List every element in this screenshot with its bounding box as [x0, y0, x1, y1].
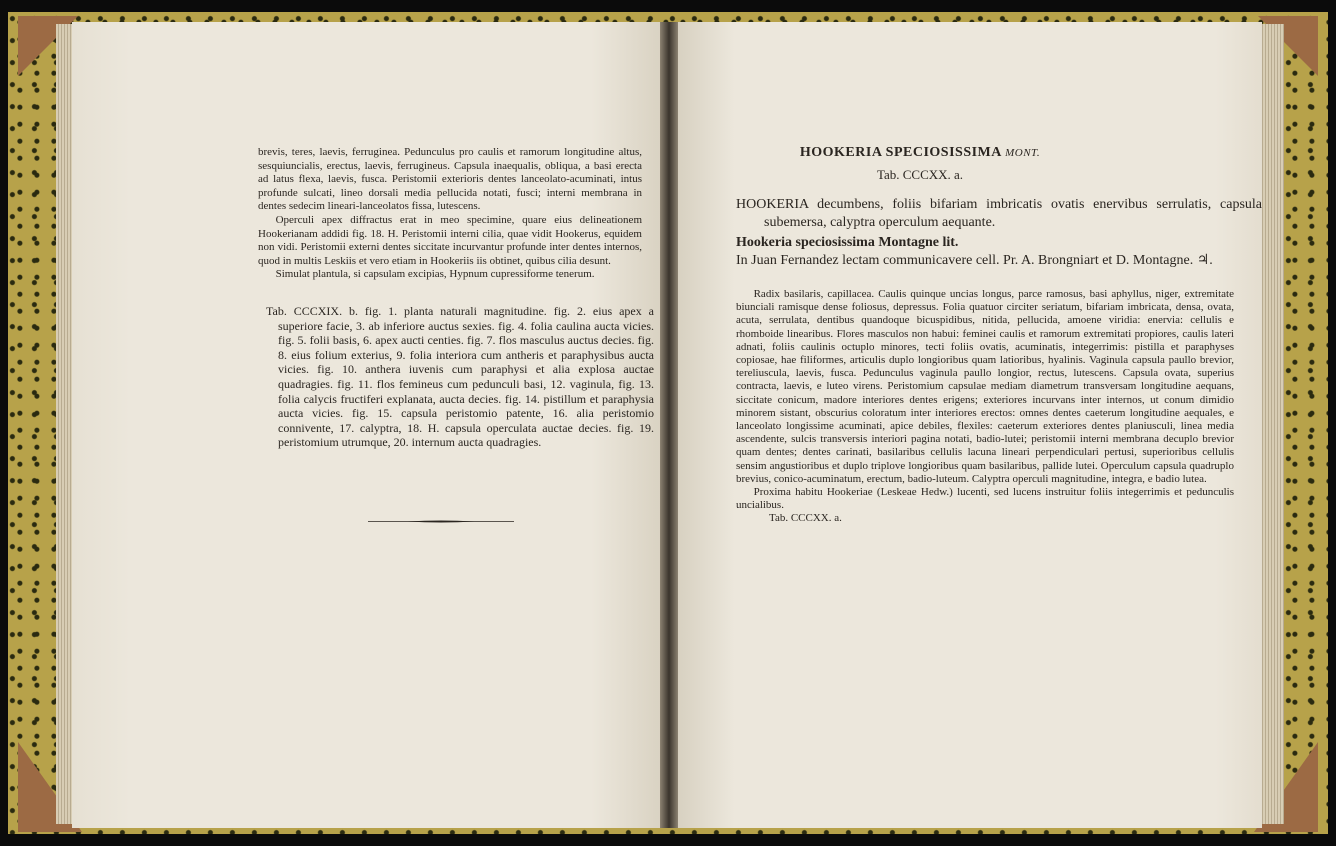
book-gutter: [660, 22, 678, 828]
left-paragraph-1: brevis, teres, laevis, ferruginea. Pedunculus pro caulis et ramorum longitudine altus, sesquiuncialis, erectus, laevis, ferrugineus. Capsula inaequalis, obliqua, a basi erecta ad latus flexa, laevis, fusca. Peristomii exterioris dentes lanceolato-acuminati, intus profunde sulcati, lineo dorsali media pellucida notati, fusci; interni membrana in dentes sedecim lineari-lanceolatos fissa, lutescens.: [258, 146, 642, 213]
page-edges-right: [1260, 24, 1284, 824]
left-plate-caption: Tab. CCCXIX. b. fig. 1. planta naturali magnitudine. fig. 2. eius apex a superiore facie, 3. ab inferiore auctus sexies. fig. 4. folia caulina aucta vicies. fig. 5. folii basis, 6. apex aucti centies. fig. 7. flos masculus auctus decies. fig. 8. eius folium exterius, 9. folia interiora cum antheris et paraphysibus aucta vicies. fig. 10. anthera iuvenis cum paraphysi et alia explosa auctae quadragies. fig. 11. flos femineus cum pedunculi basi, 12. vaginula, fig. 13. folia calycis fructiferi explanata, aucta decies. fig. 14. pistillum et paraphysia aucta vicies. fig. 15. capsula peristomio patente, 16. alia peristomio connivente, 17. calyptra, 18. H. capsula operculata auctae decies. fig. 19. peristomium utrumque, 20. internum aucta quadragies.: [266, 304, 654, 450]
species-name: HOOKERIA SPECIOSISSIMA: [799, 145, 1002, 160]
species-title: [790, 145, 1050, 161]
decorative-rule: [368, 520, 514, 523]
species-diagnosis: HOOKERIA decumbens, foliis bifariam imbricatis ovatis enervibus serrulatis, capsula subemersa, calyptra operculum aequante.: [736, 197, 1262, 230]
species-description: Radix basilaris, capillacea. Caulis quinque uncias longus, parce ramosus, basi aphyllus, niger, extremitate biunciali ramisque dense foliosus, depressus. Folia quatuor circiter seriatum, bifariam imbricata, densa, ovata, acuta, serrulata, dentibus quandoque bicuspidibus, nitida, pellucida, amoene viridia: enervia: cellulis e rhomboide linearibus. Flores masculos non habui: feminei caulis et ramorum extremitati propiores, caulis lateri adnati, foliis caulinis octuplo minores, tecti foliis ovatis, acuminatis, integerrimis: pistilla et paraphyses copiosae, hae filiformes, articulis duplo longioribus quam latioribus, hyalinis. Vaginula capsula paullo brevior, tereliuscula, laevis, fusca. Pedunculus vaginula paullo longior, rectus, lutescens. Capsula ovata, superius contracta, laevis, e luteo virens. Peristomium capsulae mediam diametrum transversam longitudine aequans, siccitate conicum, madore interiores dentes erigens; exteriores incurvans inter internos, ut conum dimidio minorem sistant, obscurius coloratum inter interiores erectos: omnes dentes caeterum longitudine aequales, e lanceolato longissime acuminati, apice debiles, flexiles: caeterum exteriores dentes planiusculi, linea media ascendente, sulcis transversis interiori pagina notati, badio-lutei; peristomii interni membrana decuplo brevior quam dentes; dentes carinati, basilaribus cellulis lacuna lineari perpendiculari pertusi, superioribus cellulis sensim angustioribus et duplo triplove longioribus quam basilaribus, pallide lutei. Operculum capsula quadruplo brevius, conico-acuminatum, erectum, badio-luteum. Calyptra operculi magnitudine, integra, e badio lutea.: [736, 288, 1234, 485]
left-page-body: [258, 146, 642, 282]
left-paragraph-2: Operculi apex diffractus erat in meo specimine, quare eius delineationem Hookerianam addidi fig. 18. H. Peristomii interni cilia, quae vidit Hookerus, equidem non vidi. Peristomii externi dentes siccitate incurvantur profunde inter dentes internos, quod in multis Leskiis et vero etiam in Hookeriis iis obtinet, quibus cilia desunt.: [258, 213, 642, 267]
plate-reference: Tab. CCCXX. a.: [769, 512, 842, 525]
left-paragraph-3: Simulat plantula, si capsulam excipias, Hypnum cupressiforme tenerum.: [275, 268, 595, 281]
right-page-body: [736, 288, 1234, 526]
species-synonym: Hookeria speciosissima Montagne lit.: [736, 235, 959, 250]
species-locality: In Juan Fernandez lectam communicavere cell. Pr. A. Brongniart et D. Montagne. ♃.: [736, 253, 1213, 268]
species-note: Proxima habitu Hookeriae (Leskeae Hedw.) lucenti, sed lucens instruitur foliis integerrimis et pedunculis uncialibus.: [736, 486, 1234, 512]
plate-number: Tab. CCCXX. a.: [876, 167, 964, 182]
species-author: MONT.: [1005, 147, 1041, 159]
